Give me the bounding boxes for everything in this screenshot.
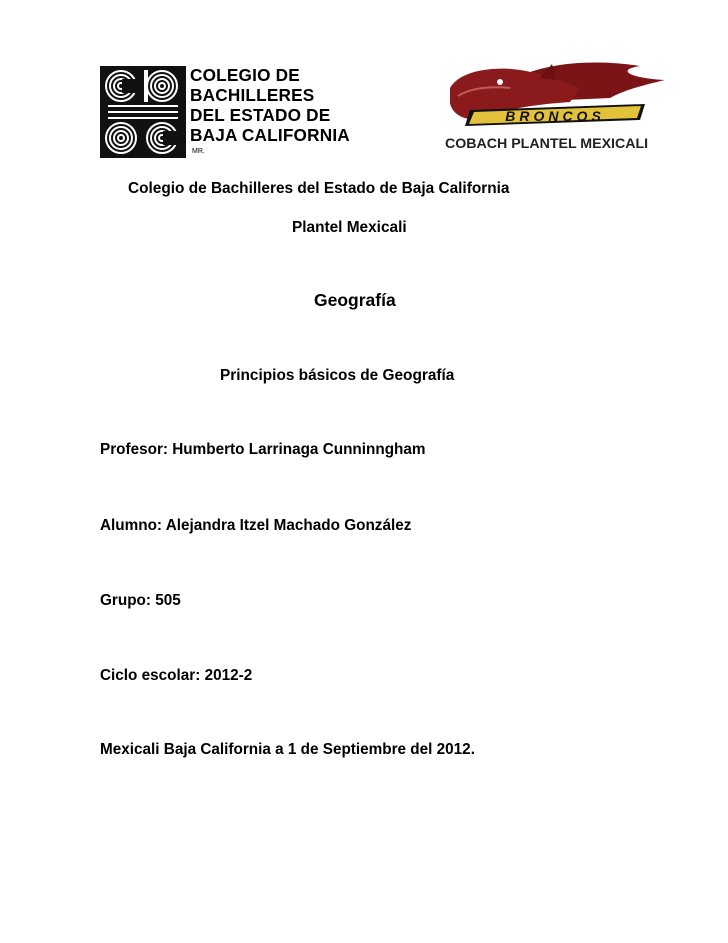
- cobach-logo: [100, 66, 380, 161]
- logo-line-4: BAJA CALIFORNIA: [190, 125, 350, 145]
- logo-line-2: BACHILLERES: [190, 85, 315, 105]
- cycle-line: Ciclo escolar: 2012-2: [100, 667, 253, 684]
- institution-name: Colegio de Bachilleres del Estado de Baja California: [128, 180, 510, 197]
- student-line: Alumno: Alejandra Itzel Machado González: [100, 517, 412, 534]
- topic-title: Principios básicos de Geografía: [220, 367, 455, 384]
- subject-title: Geografía: [314, 290, 396, 310]
- campus-name: Plantel Mexicali: [292, 219, 407, 236]
- broncos-logo: [440, 58, 680, 158]
- horse-head-icon: [440, 58, 680, 136]
- place-date-line: Mexicali Baja California a 1 de Septiembre del 2012.: [100, 741, 475, 758]
- broncos-caption: COBACH PLANTEL MEXICALI: [445, 136, 649, 152]
- teacher-line: Profesor: Humberto Larrinaga Cunninngham: [100, 441, 426, 458]
- logo-line-1: COLEGIO DE: [190, 65, 300, 85]
- broncos-banner-text: BRONCOS: [505, 108, 605, 124]
- logo-line-3: DEL ESTADO DE: [190, 105, 331, 125]
- group-line: Grupo: 505: [100, 592, 181, 609]
- cbc-emblem-icon: [100, 66, 186, 158]
- registered-mark: MR.: [192, 148, 205, 155]
